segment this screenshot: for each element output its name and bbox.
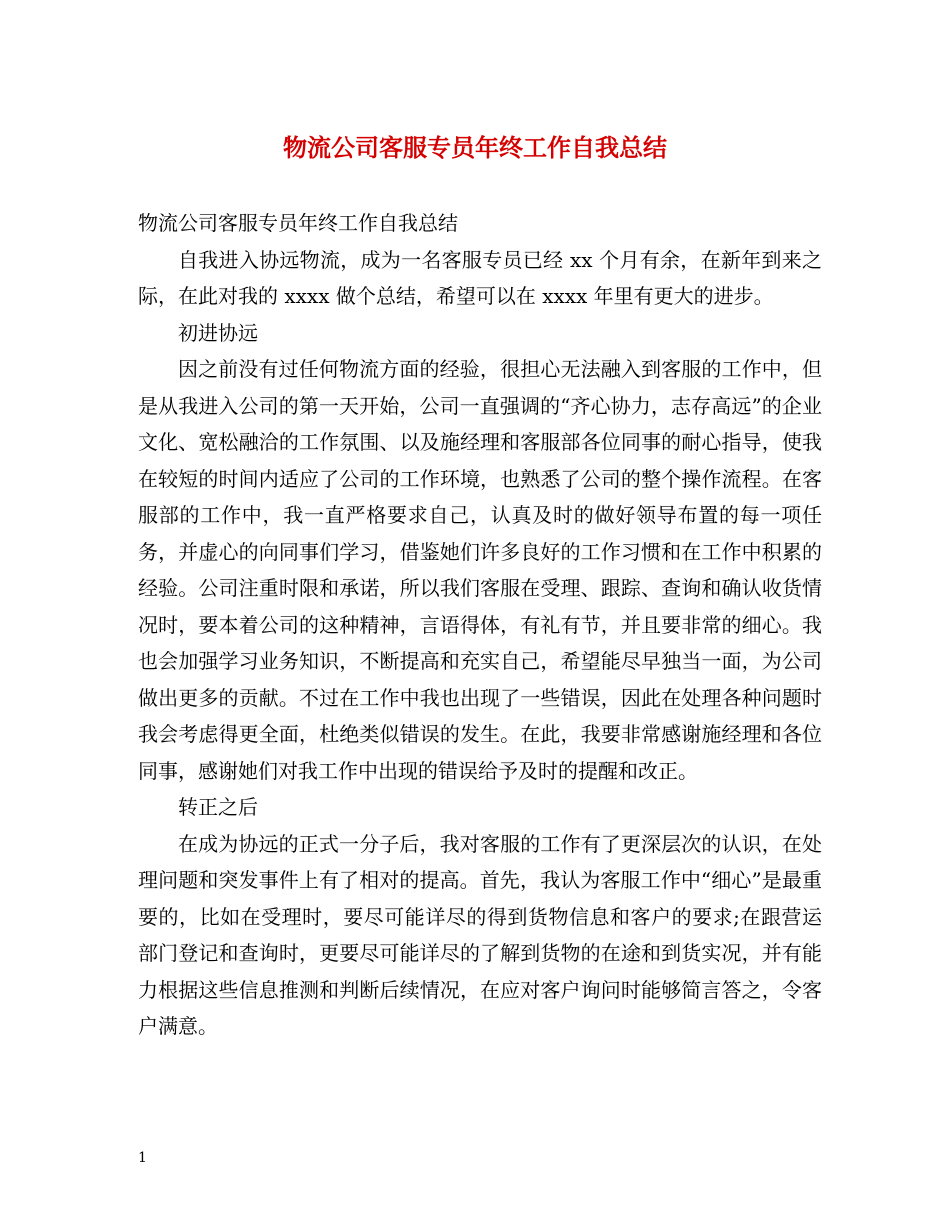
- document-body: [138, 205, 822, 1045]
- page-number: 1: [138, 1150, 147, 1166]
- intro-paragraph: 自我进入协远物流，成为一名客服专员已经 xx 个月有余，在新年到来之际，在此对我的 xxxx 做个总结，希望可以在 xxxx 年里有更大的进步。: [138, 247, 822, 308]
- after-regularization-paragraph: 在成为协远的正式一分子后，我对客服的工作有了更深层次的认识，在处理问题和突发事件上有了相对的提高。首先，我认为客服工作中“细心”是最重要的，比如在受理时，要尽可能详尽的得到货物信息和客户的要求;在跟营运部门登记和查询时，更要尽可能详尽的了解到货物的在途和到货实况，并有能力根据这些信息推测和判断后续情况，在应对客户询问时能够简言答之，令客户满意。: [138, 831, 822, 1038]
- subtitle-paragraph: 物流公司客服专员年终工作自我总结: [138, 211, 458, 235]
- initial-section-paragraph: 因之前没有过任何物流方面的经验，很担心无法融入到客服的工作中，但是从我进入公司的第一天开始，公司一直强调的“齐心协力，志存高远”的企业文化、宽松融洽的工作氛围、以及施经理和客服部各位同事的耐心指导，使我在较短的时间内适应了公司的工作环境，也熟悉了公司的整个操作流程。在客服部的工作中，我一直严格要求自己，认真及时的做好领导布置的每一项任务，并虚心的向同事们学习，借鉴她们许多良好的工作习惯和在工作中积累的经验。公司注重时限和承诺，所以我们客服在受理、跟踪、查询和确认收货情况时，要本着公司的这种精神，言语得体，有礼有节，并且要非常的细心。我也会加强学习业务知识，不断提高和充实自己，希望能尽早独当一面，为公司做出更多的贡献。不过在工作中我也出现了一些错误，因此在处理各种问题时我会考虑得更全面，杜绝类似错误的发生。在此，我要非常感谢施经理和各位同事，感谢她们对我工作中出现的错误给予及时的提醒和改正。: [138, 357, 822, 783]
- section-heading-initial: 初进协远: [178, 320, 258, 345]
- document-title: 物流公司客服专员年终工作自我总结: [283, 133, 667, 162]
- section-heading-after-regularization: 转正之后: [178, 795, 258, 819]
